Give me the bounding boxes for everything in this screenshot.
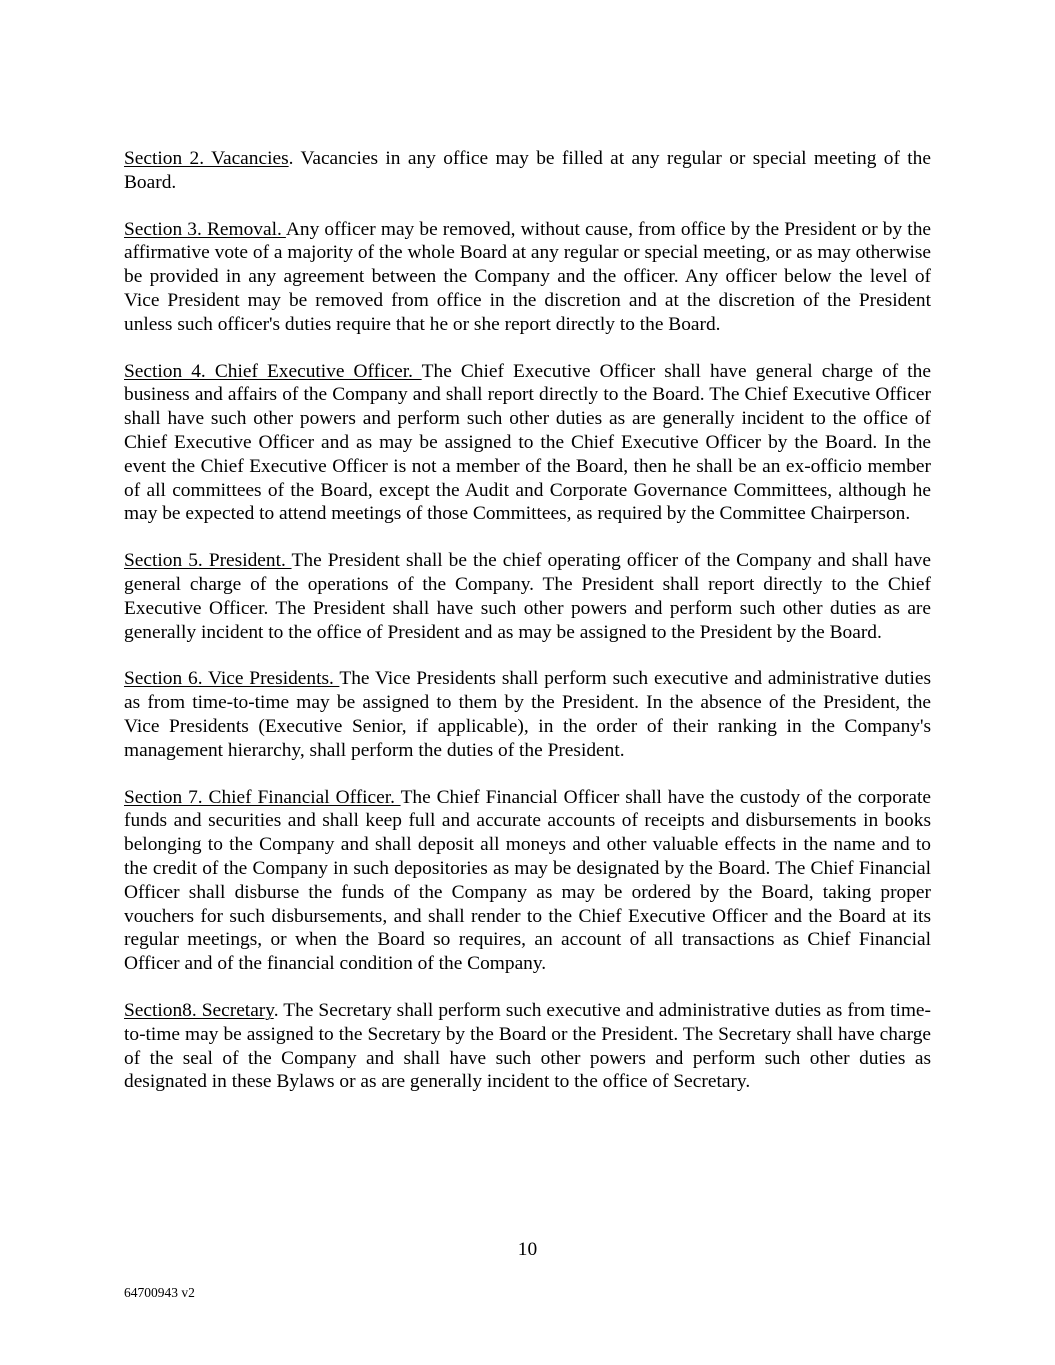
- section-text: The Chief Financial Officer shall have the custody of the corporate funds and securities and shall keep full and accurate accounts of receipts and disbursements in books belonging to the Company and shall deposit all moneys and other valuable effects in the name and to the credit of the Company in such depositories as may be designated by the Board. The Chief Financial Officer shall disburse the funds of the Company as may be ordered by the Board, taking proper vouchers for such disbursements, and shall render to the Chief Executive Officer and the Board at its regular meetings, or when the Board so requires, an account of all transactions as Chief Financial Officer and of the financial condition of the Company.: [124, 786, 931, 975]
- section-heading: Section8. Secretary: [124, 999, 274, 1021]
- section-vice-presidents: [124, 667, 931, 762]
- section-heading: Section 3. Removal.: [124, 218, 286, 240]
- section-heading: Section 4. Chief Executive Officer.: [124, 360, 422, 382]
- section-text: The Chief Executive Officer shall have general charge of the business and affairs of the Company and shall report directly to the Board. The Chief Executive Officer shall have such other powers and perform such other duties as are generally incident to the office of Chief Executive Officer and as may be assigned to the Chief Executive Officer by the Board. In the event the Chief Executive Officer is not a member of the Board, then he shall be an ex-officio member of all committees of the Board, except the Audit and Corporate Governance Committees, although he may be expected to attend meetings of those Committees, as required by the Committee Chairperson.: [124, 360, 931, 525]
- section-president: [124, 549, 931, 644]
- section-heading: Section 6. Vice Presidents.: [124, 668, 340, 690]
- section-removal: [124, 218, 931, 337]
- section-vacancies: [124, 147, 931, 195]
- section-text: The President shall be the chief operating officer of the Company and shall have general charge of the operations of the Company. The President shall report directly to the Chief Executive Officer. The President shall have such other powers and perform such other duties as are generally incident to the office of President and as may be assigned to the President by the Board.: [124, 550, 931, 643]
- page-number: 10: [517, 1239, 538, 1260]
- document-id: 64700943 v2: [124, 1285, 195, 1300]
- section-heading: Section 5. President.: [124, 550, 292, 572]
- section-chief-executive-officer: [124, 360, 931, 527]
- section-text: . Vacancies in any office may be filled at any regular or special meeting of the Board.: [124, 148, 931, 193]
- section-text: The Vice Presidents shall perform such executive and administrative duties as from time-to-time may be assigned to them by the President. In the absence of the President, the Vice Presidents (Executive Senior, if applicable), in the order of their ranking in the Company's management hierarchy, shall perform the duties of the President.: [124, 668, 931, 761]
- section-heading: Section 7. Chief Financial Officer.: [124, 786, 401, 808]
- section-text: Any officer may be removed, without cause, from office by the President or by the affirmative vote of a majority of the whole Board at any regular or special meeting, or as may otherwise be provided in any agreement between the Company and the officer. Any officer below the level of Vice President may be removed from office in the discretion and at the discretion of the President unless such officer's duties require that he or she report directly to the Board.: [124, 218, 931, 335]
- section-text: . The Secretary shall perform such executive and administrative duties as from time-to-time may be assigned to the Secretary by the Board or the President. The Secretary shall have charge of the seal of the Company and shall have such other powers and perform such other duties as designated in these Bylaws or as are generally incident to the office of Secretary.: [124, 999, 931, 1093]
- document-body: [124, 147, 931, 1117]
- section-secretary: [124, 999, 931, 1094]
- section-heading: Section 2. Vacancies: [124, 148, 289, 169]
- section-chief-financial-officer: [124, 786, 931, 976]
